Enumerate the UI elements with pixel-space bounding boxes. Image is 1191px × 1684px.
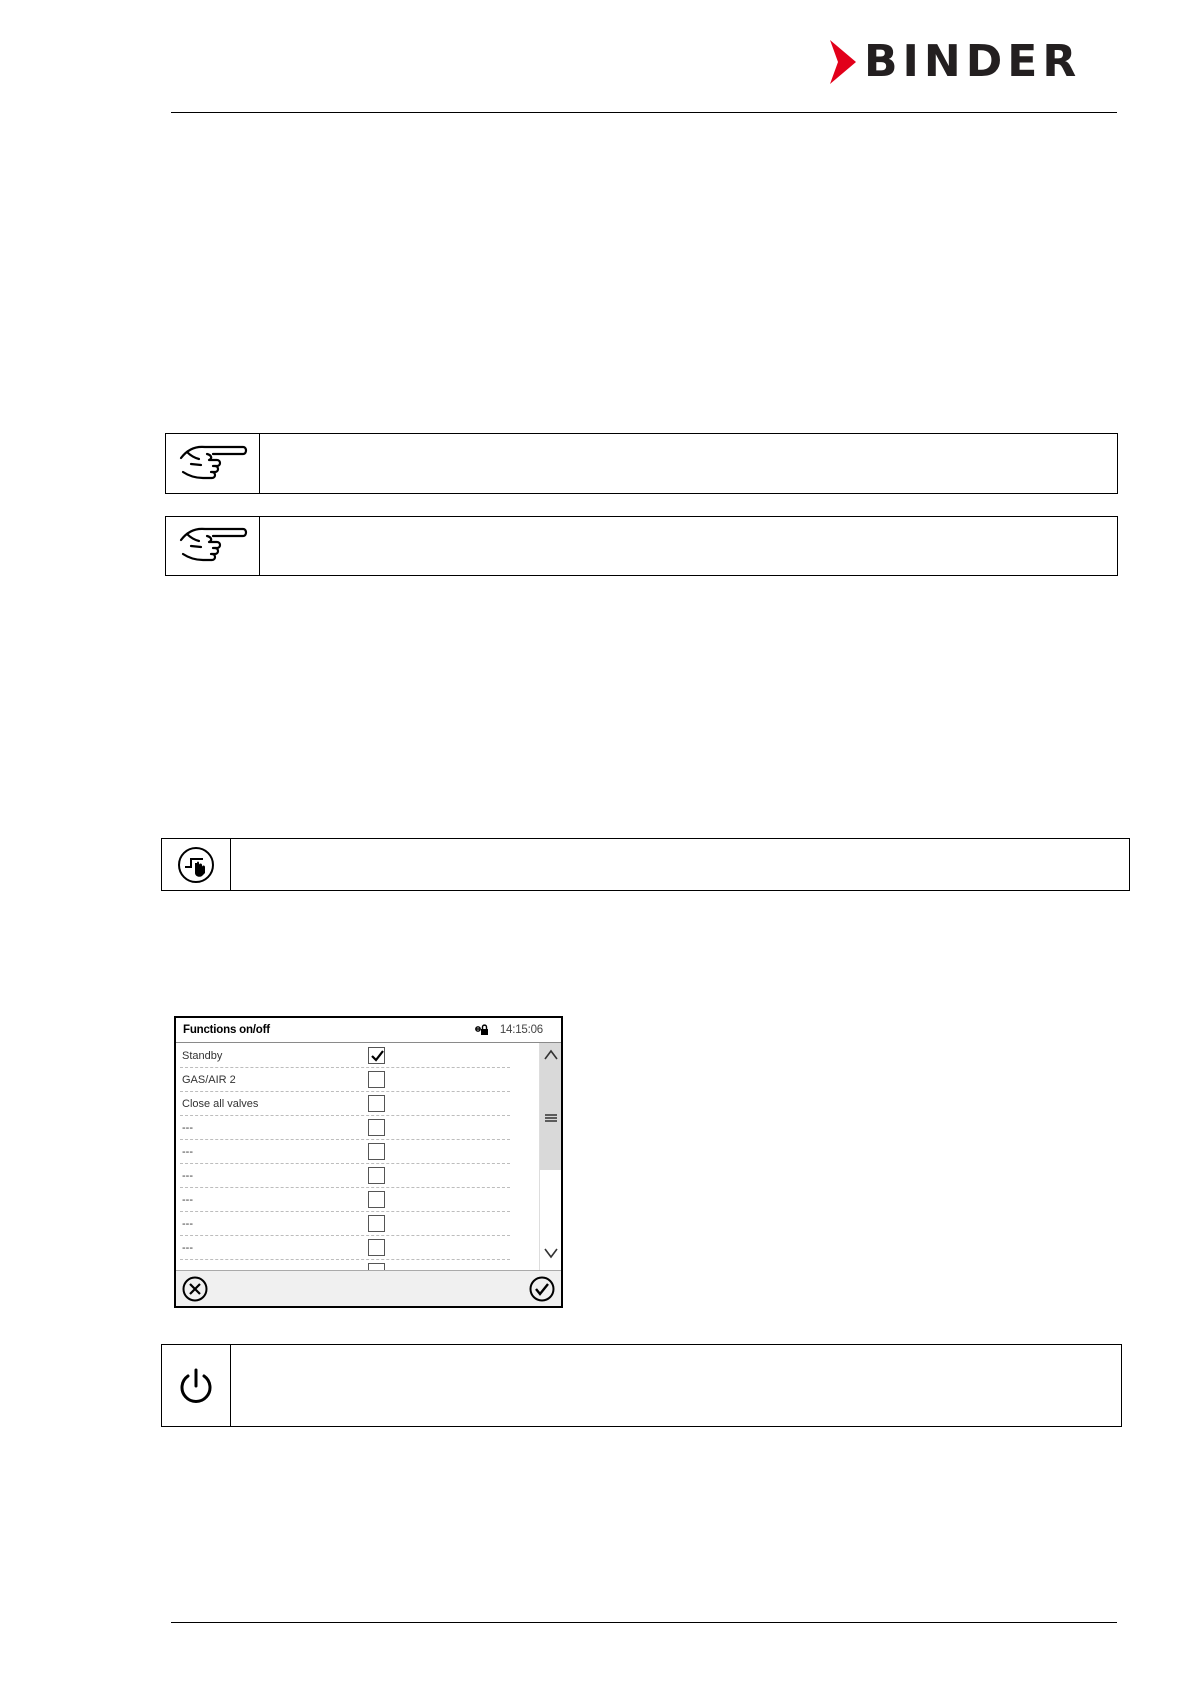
function-label: Standby <box>182 1050 223 1062</box>
note-box-2 <box>165 516 1118 576</box>
note-text <box>260 517 1117 575</box>
note-icon-cell <box>162 839 231 890</box>
note-icon-cell <box>162 1345 231 1426</box>
binder-logo-arrow-icon <box>828 40 858 84</box>
list-item[interactable] <box>180 1212 510 1236</box>
function-checkbox[interactable] <box>368 1215 385 1232</box>
checkmark-icon <box>369 1048 386 1065</box>
instruction-text <box>231 839 1129 890</box>
instruction-box <box>161 838 1130 891</box>
list-item[interactable] <box>180 1140 510 1164</box>
list-item[interactable] <box>180 1188 510 1212</box>
function-label: --- <box>182 1194 193 1206</box>
function-label: --- <box>182 1242 193 1254</box>
screen-title: Functions on/off <box>183 1024 270 1036</box>
standby-checkbox[interactable] <box>368 1047 385 1064</box>
function-label: --- <box>182 1122 193 1134</box>
function-label: --- <box>182 1218 193 1230</box>
standby-note-text <box>231 1345 1121 1426</box>
note-text <box>260 434 1117 493</box>
function-checkbox[interactable] <box>368 1071 385 1088</box>
function-label: --- <box>182 1170 193 1182</box>
function-label: --- <box>182 1146 193 1158</box>
footer-rule <box>171 1622 1117 1623</box>
confirm-check-circle-icon[interactable] <box>529 1276 555 1302</box>
list-item[interactable] <box>180 1164 510 1188</box>
note-icon-cell <box>166 517 260 575</box>
chevron-up-icon[interactable] <box>544 1049 558 1061</box>
function-label: Close all valves <box>182 1098 259 1110</box>
note-icon-cell <box>166 434 260 493</box>
cancel-circle-icon[interactable] <box>182 1276 208 1302</box>
controller-screen <box>174 1016 563 1308</box>
list-item[interactable] <box>180 1116 510 1140</box>
function-checkbox[interactable] <box>368 1095 385 1112</box>
screen-footer <box>176 1270 561 1306</box>
brand-name: BINDER <box>864 36 1082 87</box>
function-checkbox[interactable] <box>368 1239 385 1256</box>
screen-header <box>176 1018 561 1043</box>
binder-logo <box>828 36 1118 87</box>
chevron-down-icon[interactable] <box>544 1247 558 1259</box>
function-checkbox[interactable] <box>368 1191 385 1208</box>
list-item[interactable] <box>180 1236 510 1260</box>
function-checkbox[interactable] <box>368 1143 385 1160</box>
scroll-thumb[interactable] <box>540 1043 561 1170</box>
note-box-1 <box>165 433 1118 494</box>
list-item[interactable] <box>180 1044 510 1068</box>
scrollbar[interactable] <box>539 1043 561 1272</box>
pointing-hand-icon <box>177 520 249 572</box>
list-item[interactable] <box>180 1068 510 1092</box>
touch-function-icon <box>176 845 216 885</box>
function-list <box>180 1044 510 1272</box>
list-item[interactable] <box>180 1092 510 1116</box>
header-rule <box>171 112 1117 113</box>
function-checkbox[interactable] <box>368 1119 385 1136</box>
function-checkbox[interactable] <box>368 1167 385 1184</box>
function-label: GAS/AIR 2 <box>182 1074 236 1086</box>
lock-icon <box>475 1023 489 1037</box>
screen-time: 14:15:06 <box>499 1024 543 1036</box>
power-icon <box>176 1366 216 1406</box>
standby-note-box <box>161 1344 1122 1427</box>
pointing-hand-icon <box>177 438 249 490</box>
menu-lines-icon[interactable] <box>545 1113 557 1123</box>
